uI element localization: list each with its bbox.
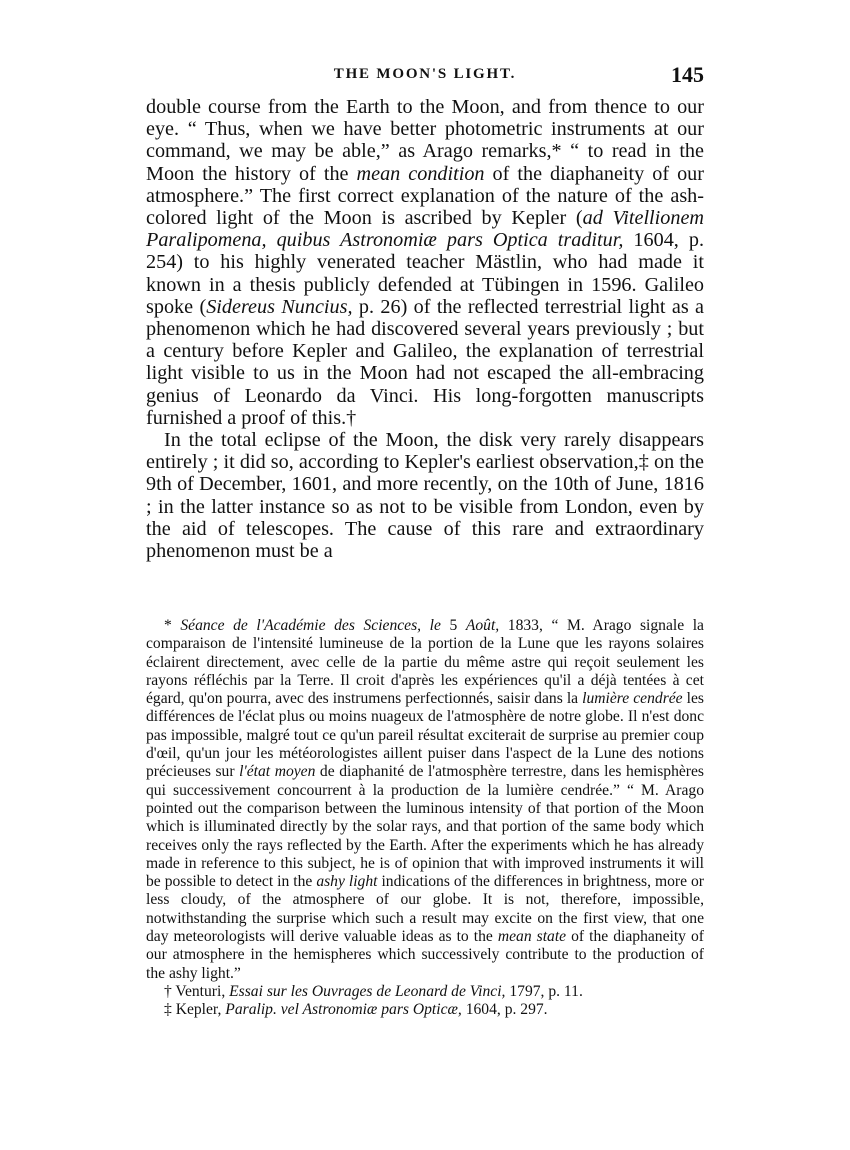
footnote-mark: * bbox=[164, 617, 181, 634]
italic-run: mean condition bbox=[356, 162, 485, 185]
text-run: 5 bbox=[440, 617, 466, 634]
italic-citation: Paralip. vel Astronomiæ pars Opticæ, bbox=[225, 1001, 462, 1019]
italic-run: lumière cendrée bbox=[582, 690, 683, 708]
footnote-mark: ‡ Kepler, bbox=[164, 1001, 226, 1019]
italic-citation: ad Vitellionem Paralipomena, quibus Astronomiæ pars Optica traditur, bbox=[146, 207, 705, 252]
text-run: 1604, p. 254) to his highly venerated teacher Mästlin, who had made it known in a thesis publicly defended at Tübingen in 1596. Galileo spoke ( bbox=[146, 229, 704, 318]
page-number: 145 bbox=[671, 62, 704, 87]
footnote-1 bbox=[146, 617, 704, 983]
paragraph-1 bbox=[146, 96, 704, 429]
text-run: indications of the differences in brightness, more or less cloudy, of the atmosphere of our globe. It is not, therefore, impossible, notwithstanding the surprise which such a result may excite on the first view, that one day meteorologists will derive valuable ideas as to the bbox=[146, 873, 705, 946]
text-run: p. 26) of the reflected terrestrial light as a phenomenon which he had discovered several years previously ; but a century before Kepler and Galileo, the explanation of terrestrial light visible to us in the Moon had not escaped the all-embracing genius of Leonardo da Vinci. His long-forgotten manuscripts furnished a proof of this.† bbox=[146, 295, 704, 429]
text-run: double course from the Earth to the Moon, and from thence to our eye. “ Thus, when we have better photometric instruments at our command, we may be able,” as Arago remarks,* “ to read in the Moon the history of the bbox=[146, 96, 704, 185]
italic-citation: Sidereus Nuncius, bbox=[206, 295, 353, 318]
italic-run: Séance de l'Académie des Sciences, le bbox=[180, 617, 441, 634]
text-run: of the diaphaneity of our atmosphere in the hemispheres which successively contribute to the production of the ashy light.” bbox=[146, 928, 704, 982]
running-head: THE MOON'S LIGHT. bbox=[333, 66, 517, 82]
text-run: of the diaphaneity of our atmosphere.” The first correct explanation of the nature of the ash-colored light of the Moon is ascribed by Kepler ( bbox=[146, 162, 704, 230]
footnote-3 bbox=[146, 1001, 704, 1019]
paragraph-2: In the total eclipse of the Moon, the disk very rarely disappears entirely ; it did so, according to Kepler's earliest observation,‡ on the 9th of December, 1601, and more recently, on the 10th of June, 1816 ; in the latter instance so as not to be visible from London, even by the aid of telescopes. The cause of this rare and extraordinary phenomenon must be a bbox=[146, 429, 704, 563]
footnote-mark: † Venturi, bbox=[164, 982, 230, 1000]
text-run: 1797, p. 11. bbox=[505, 982, 583, 1000]
italic-citation: Essai sur les Ouvrages de Leonard de Vinci, bbox=[229, 982, 506, 1000]
text-run: 1833, “ M. Arago signale la comparaison de l'intensité lumineuse de la portion de la Lune que les rayons solaires éclairent directement, avec celle de la partie du même astre qui reçoit seulement les rayons réfléchis par la Terre. Il croit d'après les expériences qu'il a déjà tentées à cet égard, qu'on pourra, avec des instrumens perfectionnés, saisir dans la bbox=[146, 617, 704, 708]
italic-run: l'état moyen bbox=[239, 763, 316, 781]
page-header bbox=[146, 62, 704, 90]
italic-run: mean state bbox=[497, 928, 567, 946]
footnotes bbox=[146, 617, 704, 1020]
text-run: de diaphanité de l'atmosphère terrestre, dans les hemisphères qui successivement concourrent à la production de la lumière cendrée.” “ M. Arago pointed out the comparison between the luminous intensity of that portion of the Moon which is illuminated directly by the solar rays, and that portion of the same body which receives only the rays reflected by the Earth. After the experiments which he has already made in reference to this subject, he is of opinion that with improved instruments it will be possible to detect in the bbox=[146, 763, 704, 891]
text-run: 1604, p. 297. bbox=[461, 1001, 548, 1019]
text-run: les différences de l'éclat plus ou moins nuageux de l'atmosphère de notre globe. Il n'est donc pas impossible, malgré tout ce qu'un pareil résultat exciterait de surprise au premier coup d'œil, qu'un jour les météorologistes aillent puiser dans l'aspect de la Lune des notions précieuses sur bbox=[146, 690, 704, 781]
main-text bbox=[146, 96, 704, 562]
italic-run: Août, bbox=[465, 617, 500, 634]
footnote-2 bbox=[146, 983, 704, 1001]
italic-run: ashy light bbox=[316, 873, 378, 891]
